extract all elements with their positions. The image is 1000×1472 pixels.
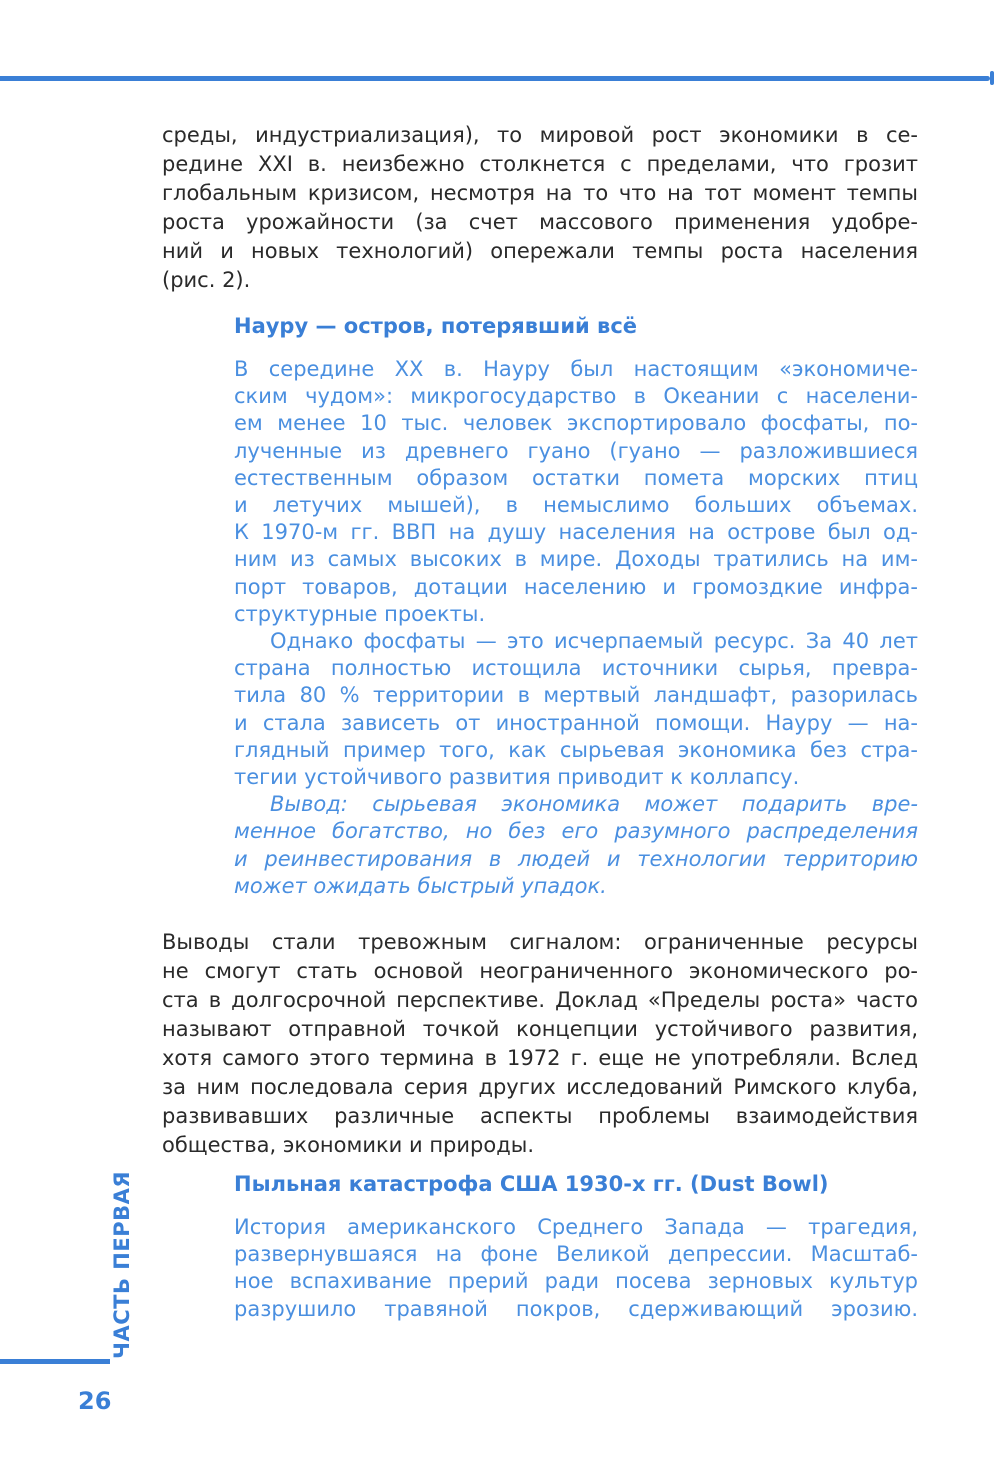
text-line: ний и новых технологий) опережали темпы роста населения (162, 239, 918, 263)
top-rule (0, 76, 990, 81)
conclusion-line: менное богатство, но без его разумного распределения (234, 819, 918, 844)
box-body (234, 1214, 918, 1323)
text-line: К 1970-м гг. ВВП на душу населения на острове был од- (234, 520, 918, 545)
text-line: развернувшаяся на фоне Великой депрессии. Масштаб- (234, 1242, 918, 1267)
text-line: среды, индустриализация), то мировой рост экономики в се- (162, 123, 918, 147)
paragraph-2 (162, 928, 918, 1160)
text-line: глобальным кризисом, несмотря на то что на тот момент темпы (162, 181, 918, 205)
text-line: развивавших различные аспекты проблемы взаимодействия (162, 1104, 918, 1128)
text-line: лученные из древнего гуано (гуано — разложившиеся (234, 438, 918, 463)
text-line: ем менее 10 тыс. человек экспортировало фосфаты, по- (234, 411, 918, 436)
text-line: ским чудом»: микрогосударство в Океании с населени- (234, 384, 918, 409)
text-line: тила 80 % территории в мертвый ландшафт, разорилась (234, 683, 918, 708)
text-line: за ним последовала серия других исследований Римского клуба, (162, 1075, 918, 1099)
text-line: общества, экономики и природы. (162, 1133, 534, 1157)
top-rule-tick (990, 71, 994, 85)
part-label: ЧАСТЬ ПЕРВАЯ (110, 1170, 134, 1359)
text-line: Выводы стали тревожным сигналом: ограниченные ресурсы (162, 930, 918, 954)
text-line: и стала зависеть от иностранной помощи. Науру — на- (234, 710, 918, 735)
sidebar-box-nauru (234, 312, 918, 900)
text-line: глядный пример того, как сырьевая экономика без стра- (234, 737, 918, 762)
text-line: и летучих мышей), в немыслимо больших объемах. (234, 493, 918, 518)
page-number: 26 (78, 1387, 112, 1415)
text-line: называют отправной точкой концепции устойчивого развития, (162, 1017, 918, 1041)
text-line: порт товаров, дотации населению и громоздкие инфра- (234, 574, 918, 599)
text-line: Однако фосфаты — это исчерпаемый ресурс. За 40 лет (270, 629, 918, 654)
text-line: История американского Среднего Запада — трагедия, (234, 1215, 918, 1239)
text-line: не смогут стать основой неограниченного экономического ро- (162, 959, 918, 983)
text-line: страна полностью истощила источники сырья, превра- (234, 656, 918, 681)
conclusion-line: Вывод: сырьевая экономика может подарить вре- (270, 792, 918, 817)
text-line: хотя самого этого термина в 1972 г. еще не употребляли. Вслед (162, 1046, 918, 1070)
paragraph-1 (162, 121, 918, 295)
box-title: Пыльная катастрофа США 1930-х гг. (Dust Bowl) (234, 1172, 829, 1196)
bottom-rule (0, 1359, 110, 1364)
box-title: Науру — остров, потерявший всё (234, 314, 638, 338)
sidebar-box-dust-bowl (234, 1170, 918, 1323)
text-line: ним из самых высоких в мире. Доходы тратились на им- (234, 547, 918, 572)
text-line: ста в долгосрочной перспективе. Доклад «Пределы роста» часто (162, 988, 918, 1012)
text-line: ное вспахивание прерий ради посева зерновых культур (234, 1269, 918, 1294)
box-body (234, 356, 918, 900)
text-line: структурные проекты. (234, 601, 486, 626)
text-line: редине XXI в. неизбежно столкнется с пределами, что грозит (162, 152, 918, 176)
text-line: В середине XX в. Науру был настоящим «экономиче- (234, 357, 918, 381)
conclusion-line: может ожидать быстрый упадок. (234, 873, 607, 898)
text-line: (рис. 2). (162, 268, 251, 292)
text-line: естественным образом остатки помета морских птиц (234, 465, 918, 490)
text-line: роста урожайности (за счет массового применения удобре- (162, 210, 918, 234)
text-line: разрушило травяной покров, сдерживающий эрозию. (234, 1296, 918, 1321)
conclusion-line: и реинвестирования в людей и технологии территорию (234, 846, 918, 871)
text-line: тегии устойчивого развития приводит к коллапсу. (234, 765, 800, 790)
